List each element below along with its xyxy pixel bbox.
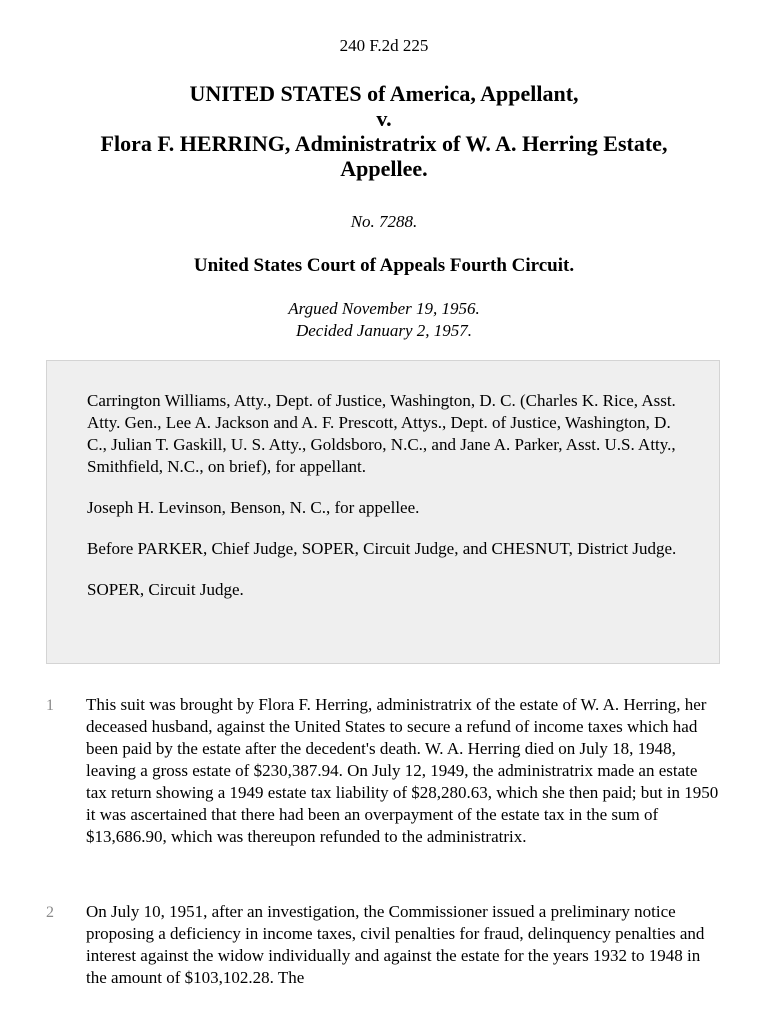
- case-dates: [0, 298, 768, 342]
- case-caption: [0, 81, 768, 181]
- caption-appellant: UNITED STATES of America, Appellant,: [189, 81, 579, 106]
- docket-number: No. 7288.: [350, 212, 418, 231]
- paragraph-number[interactable]: 1: [46, 697, 54, 714]
- court-name: United States Court of Appeals Fourth Circuit.: [193, 255, 575, 276]
- opinion-author: SOPER, Circuit Judge.: [87, 580, 244, 599]
- argued-date: Argued November 19, 1956.: [288, 299, 480, 318]
- decided-date: Decided January 2, 1957.: [295, 321, 473, 340]
- caption-appellee: Flora F. HERRING, Administratrix of W. A. Herring Estate,: [100, 131, 668, 156]
- caption-appellee-role: Appellee.: [340, 156, 428, 181]
- judicial-panel: Before PARKER, Chief Judge, SOPER, Circuit Judge, and CHESNUT, District Judge.: [87, 539, 677, 558]
- counsel-appellee: Joseph H. Levinson, Benson, N. C., for appellee.: [87, 498, 420, 517]
- counsel-box: [46, 360, 720, 664]
- caption-versus: v.: [376, 106, 392, 131]
- paragraph-text: On July 10, 1951, after an investigation, the Commissioner issued a preliminary notice proposing a deficiency in income taxes, civil penalties for fraud, delinquency penalties and interest against the widow individually and against the estate for the years 1932 to 1948 in the amount of $103,102.28. The: [86, 902, 705, 987]
- paragraph-text: This suit was brought by Flora F. Herring, administratrix of the estate of W. A. Herring, her deceased husband, against the United States to secure a refund of income taxes which had been paid by the estate after the decedent's death. W. A. Herring died on July 18, 1948, leaving a gross estate of $230,387.94. On July 12, 1949, the administratrix made an estate tax return showing a 1949 estate tax liability of $28,280.63, which she then paid; but in 1950 it was ascertained that there had been an overpayment of the estate tax in the sum of $13,686.90, which was thereupon refunded to the administratrix.: [86, 695, 719, 846]
- counsel-appellant: Carrington Williams, Atty., Dept. of Justice, Washington, D. C. (Charles K. Rice, Asst. Atty. Gen., Lee A. Jackson and A. F. Prescott, Attys., Dept. of Justice, Washington, D. C., Julian T. Gaskill, U. S. Atty., Goldsboro, N.C., and Jane A. Parker, Asst. U.S. Atty., Smithfield, N.C., on brief), for appellant.: [87, 391, 676, 476]
- citation: 240 F.2d 225: [339, 36, 429, 55]
- paragraph-number[interactable]: 2: [46, 904, 54, 921]
